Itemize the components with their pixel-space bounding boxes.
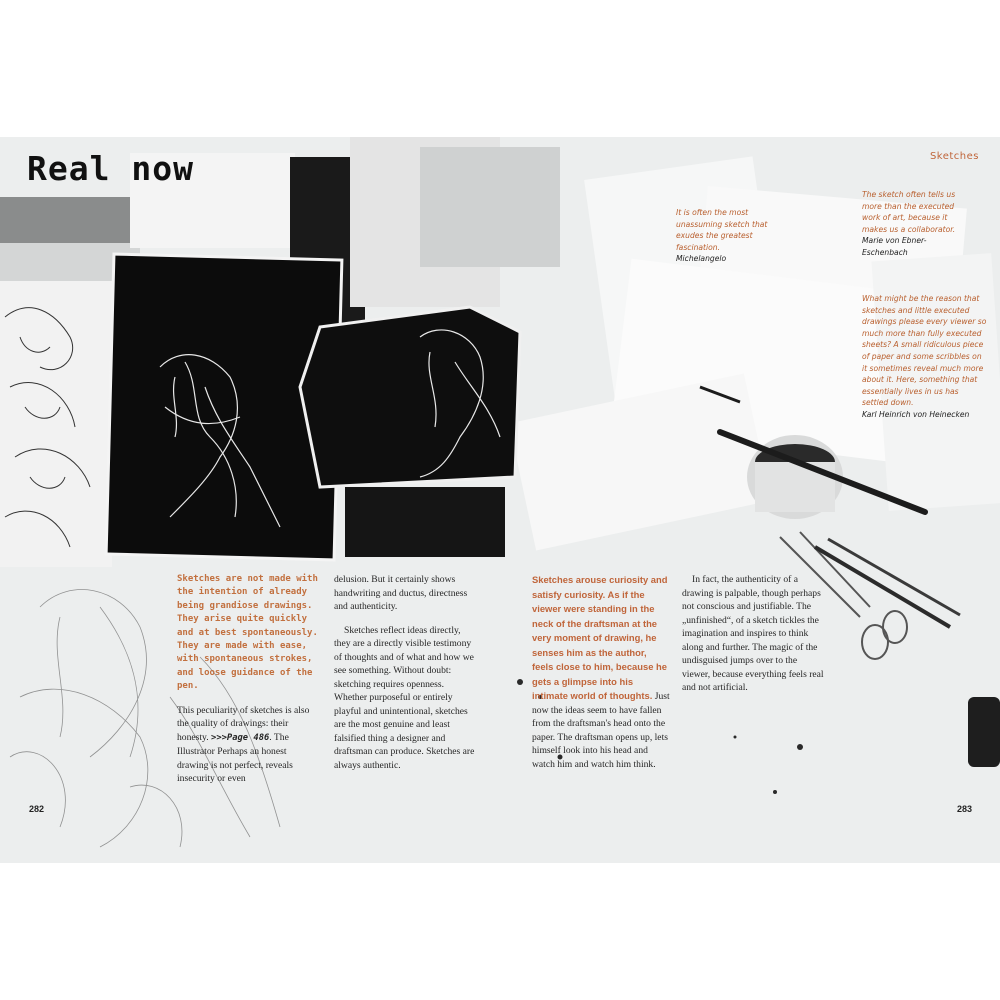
quote-author: Marie von Ebner-Eschenbach bbox=[862, 236, 927, 257]
page-number-left: 282 bbox=[29, 804, 45, 814]
quote-michelangelo bbox=[676, 207, 788, 265]
body-column-2 bbox=[334, 573, 476, 782]
text-run: . The Illustrator Perhaps an honest drawing is not perfect, reveals insecurity or even bbox=[177, 731, 293, 785]
page-title: Real now bbox=[27, 149, 194, 188]
body-column-1 bbox=[177, 573, 319, 796]
body-column-3 bbox=[532, 573, 670, 781]
quote-ebner-eschenbach bbox=[862, 189, 964, 259]
intro-paragraph: Sketches are not made with the intention of already being grandiose drawings. They arise quite quickly and at best spontaneously. They are made with ease, with spontaneous strokes, and loose guidance of the pen. bbox=[177, 574, 318, 692]
body-column-4 bbox=[682, 573, 824, 705]
page-number-right: 283 bbox=[957, 804, 973, 814]
body-paragraph: Sketches reflect ideas directly, they are a directly visible testimony of thoughts and of what and how we see something. Without doubt: sketching requires openness. Whether purposeful or entirely playful and unintentional, sketches are the most genuine and least falsified thing a designer and draftsman can produce. Sketches are always authentic. bbox=[334, 624, 475, 771]
text-run: This peculiarity of sketches is also the quality of drawings: their honesty. bbox=[177, 704, 310, 743]
body-paragraph: delusion. But it certainly shows handwriting and ductus, directness and authenticity. bbox=[334, 574, 468, 612]
book-spread bbox=[0, 137, 1000, 863]
quote-text: What might be the reason that sketches and little executed drawings please every viewer so much more than fully executed sheets? A small ridiculous piece of paper and some scribbles on it sometimes reveal much more about it. Here, something that essentially lives in us has settled down. bbox=[862, 294, 987, 408]
quote-text: It is often the most unassuming sketch that exudes the greatest fascination. bbox=[676, 208, 768, 252]
quote-heinecken bbox=[862, 293, 987, 421]
quote-author: Karl Heinrich von Heinecken bbox=[862, 409, 970, 419]
section-label: Sketches bbox=[929, 151, 979, 162]
sketches-photo bbox=[0, 137, 1000, 863]
quote-author: Michelangelo bbox=[676, 254, 727, 264]
lead-text: Sketches arouse curiosity and satisfy curiosity. As if the viewer were standing in the neck of the draftsman at the very moment of drawing, he senses him as the author, feels close to him, because he gets a glimpse into his intimate world of thoughts. bbox=[532, 574, 668, 701]
body-paragraph bbox=[532, 573, 670, 771]
body-paragraph: In fact, the authenticity of a drawing is palpable, though perhaps not conscious and justifiable. The „unfinished“, of a sketch tickles the imagination and inspires to think along and further. The magic of the undisguised jumps over to the viewer, because everything feels real and not artificial. bbox=[682, 574, 824, 693]
body-paragraph bbox=[177, 704, 319, 786]
page-reference-link[interactable]: >>>Page 486 bbox=[211, 732, 270, 743]
quote-text: The sketch often tells us more than the executed work of art, because it makes us a collaborator. bbox=[862, 190, 956, 234]
text-run: Just now the ideas seem to have fallen from the draftsman's head onto the paper. The draftsman opens up, lets himself look into his head and watch him and watch him think. bbox=[532, 691, 670, 770]
